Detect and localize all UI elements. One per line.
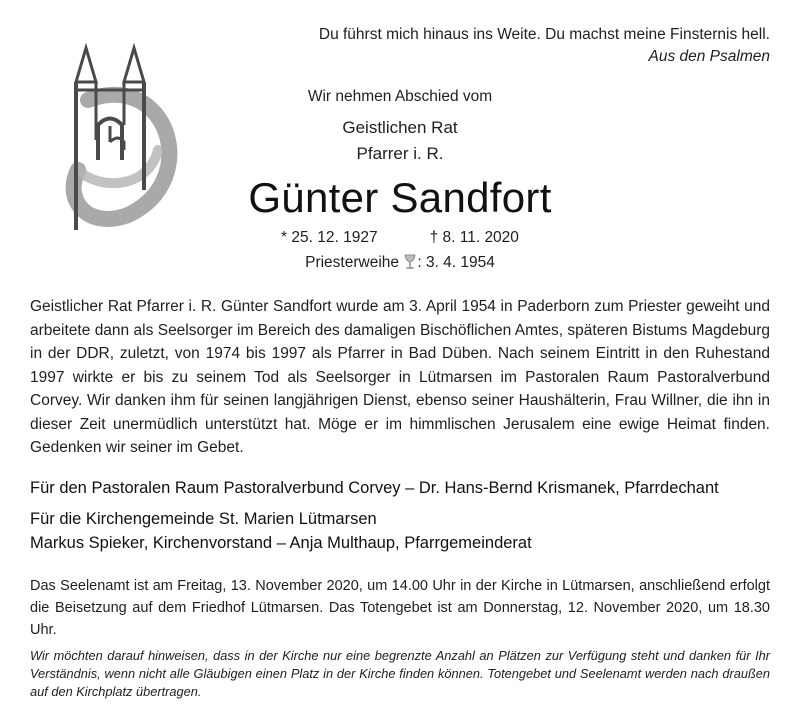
psalm-quote (319, 24, 770, 68)
obituary-text: Geistlicher Rat Pfarrer i. R. Günter Sandfort wurde am 3. April 1954 in Paderborn zum Priester geweiht und arbeitete dann als Seelsorger im Bereich des damaligen Bischöflichen Amtes, späteren Bistums Magdeburg in der DDR, zuletzt, von 1974 bis 1997 als Pfarrer in Bad Düben. Nach seinem Eintritt in den Ruhestand 1997 wirkte er bis zu seinem Tod als Seelsorger in Lütmarsen im Pastoralen Raum Pastoralverbund Corvey. Wir danken ihm für seinen langjährigen Dienst, ebenso seiner Haushälterin, Frau Willner, die ihn in dieser Zeit unermüdlich unterstützt hat. Möge er im himmlischen Jerusalem eine ewige Heimat finden. Gedenken wir seiner im Gebet. (30, 298, 770, 456)
church-logo-icon (58, 30, 188, 235)
ordination-line (198, 254, 602, 272)
signature-line-1: Für den Pastoralen Raum Pastoralverbund Corvey – Dr. Hans-Bernd Krismanek, Pfarrdechant (30, 479, 719, 497)
farewell-intro: Wir nehmen Abschied vom (307, 88, 493, 105)
life-dates (198, 229, 602, 247)
signature-line-3: Markus Spieker, Kirchenvorstand – Anja Multhaup, Pfarrgemeinderat (30, 534, 532, 552)
ordination-label: Priesterweihe (305, 254, 400, 271)
title-line-2: Pfarrer i. R. (356, 144, 444, 163)
attendance-note: Wir möchten darauf hinweisen, dass in der Kirche nur eine begrenzte Anzahl an Plätzen zur Verfügung steht und danken für Ihr Verständnis, wenn nicht alle Gläubigen einen Platz in der Kirche finden können. Totengebet und Seelenamt werden nach draußen auf den Kirchplatz übertragen. (30, 648, 770, 699)
birth-date: * 25. 12. 1927 (281, 229, 378, 246)
title-line-1: Geistlichen Rat (342, 118, 458, 137)
psalm-quote-source: Aus den Psalmen (648, 48, 770, 65)
death-date: † 8. 11. 2020 (429, 229, 519, 246)
ordination-date: : 3. 4. 1954 (417, 254, 495, 271)
signature-line-2: Für die Kirchengemeinde St. Marien Lütmarsen (30, 510, 377, 528)
deceased-name: Günter Sandfort (248, 174, 552, 221)
psalm-quote-text: Du führst mich hinaus ins Weite. Du machst meine Finsternis hell. (318, 26, 770, 43)
funeral-details: Das Seelenamt ist am Freitag, 13. November 2020, um 14.00 Uhr in der Kirche in Lütmarsen, anschließend erfolgt die Beisetzung auf dem Friedhof Lütmarsen. Das Totengebet ist am Donnerstag, 12. November 2020, um 18.30 Uhr. (30, 578, 770, 638)
chalice-icon (404, 254, 416, 269)
